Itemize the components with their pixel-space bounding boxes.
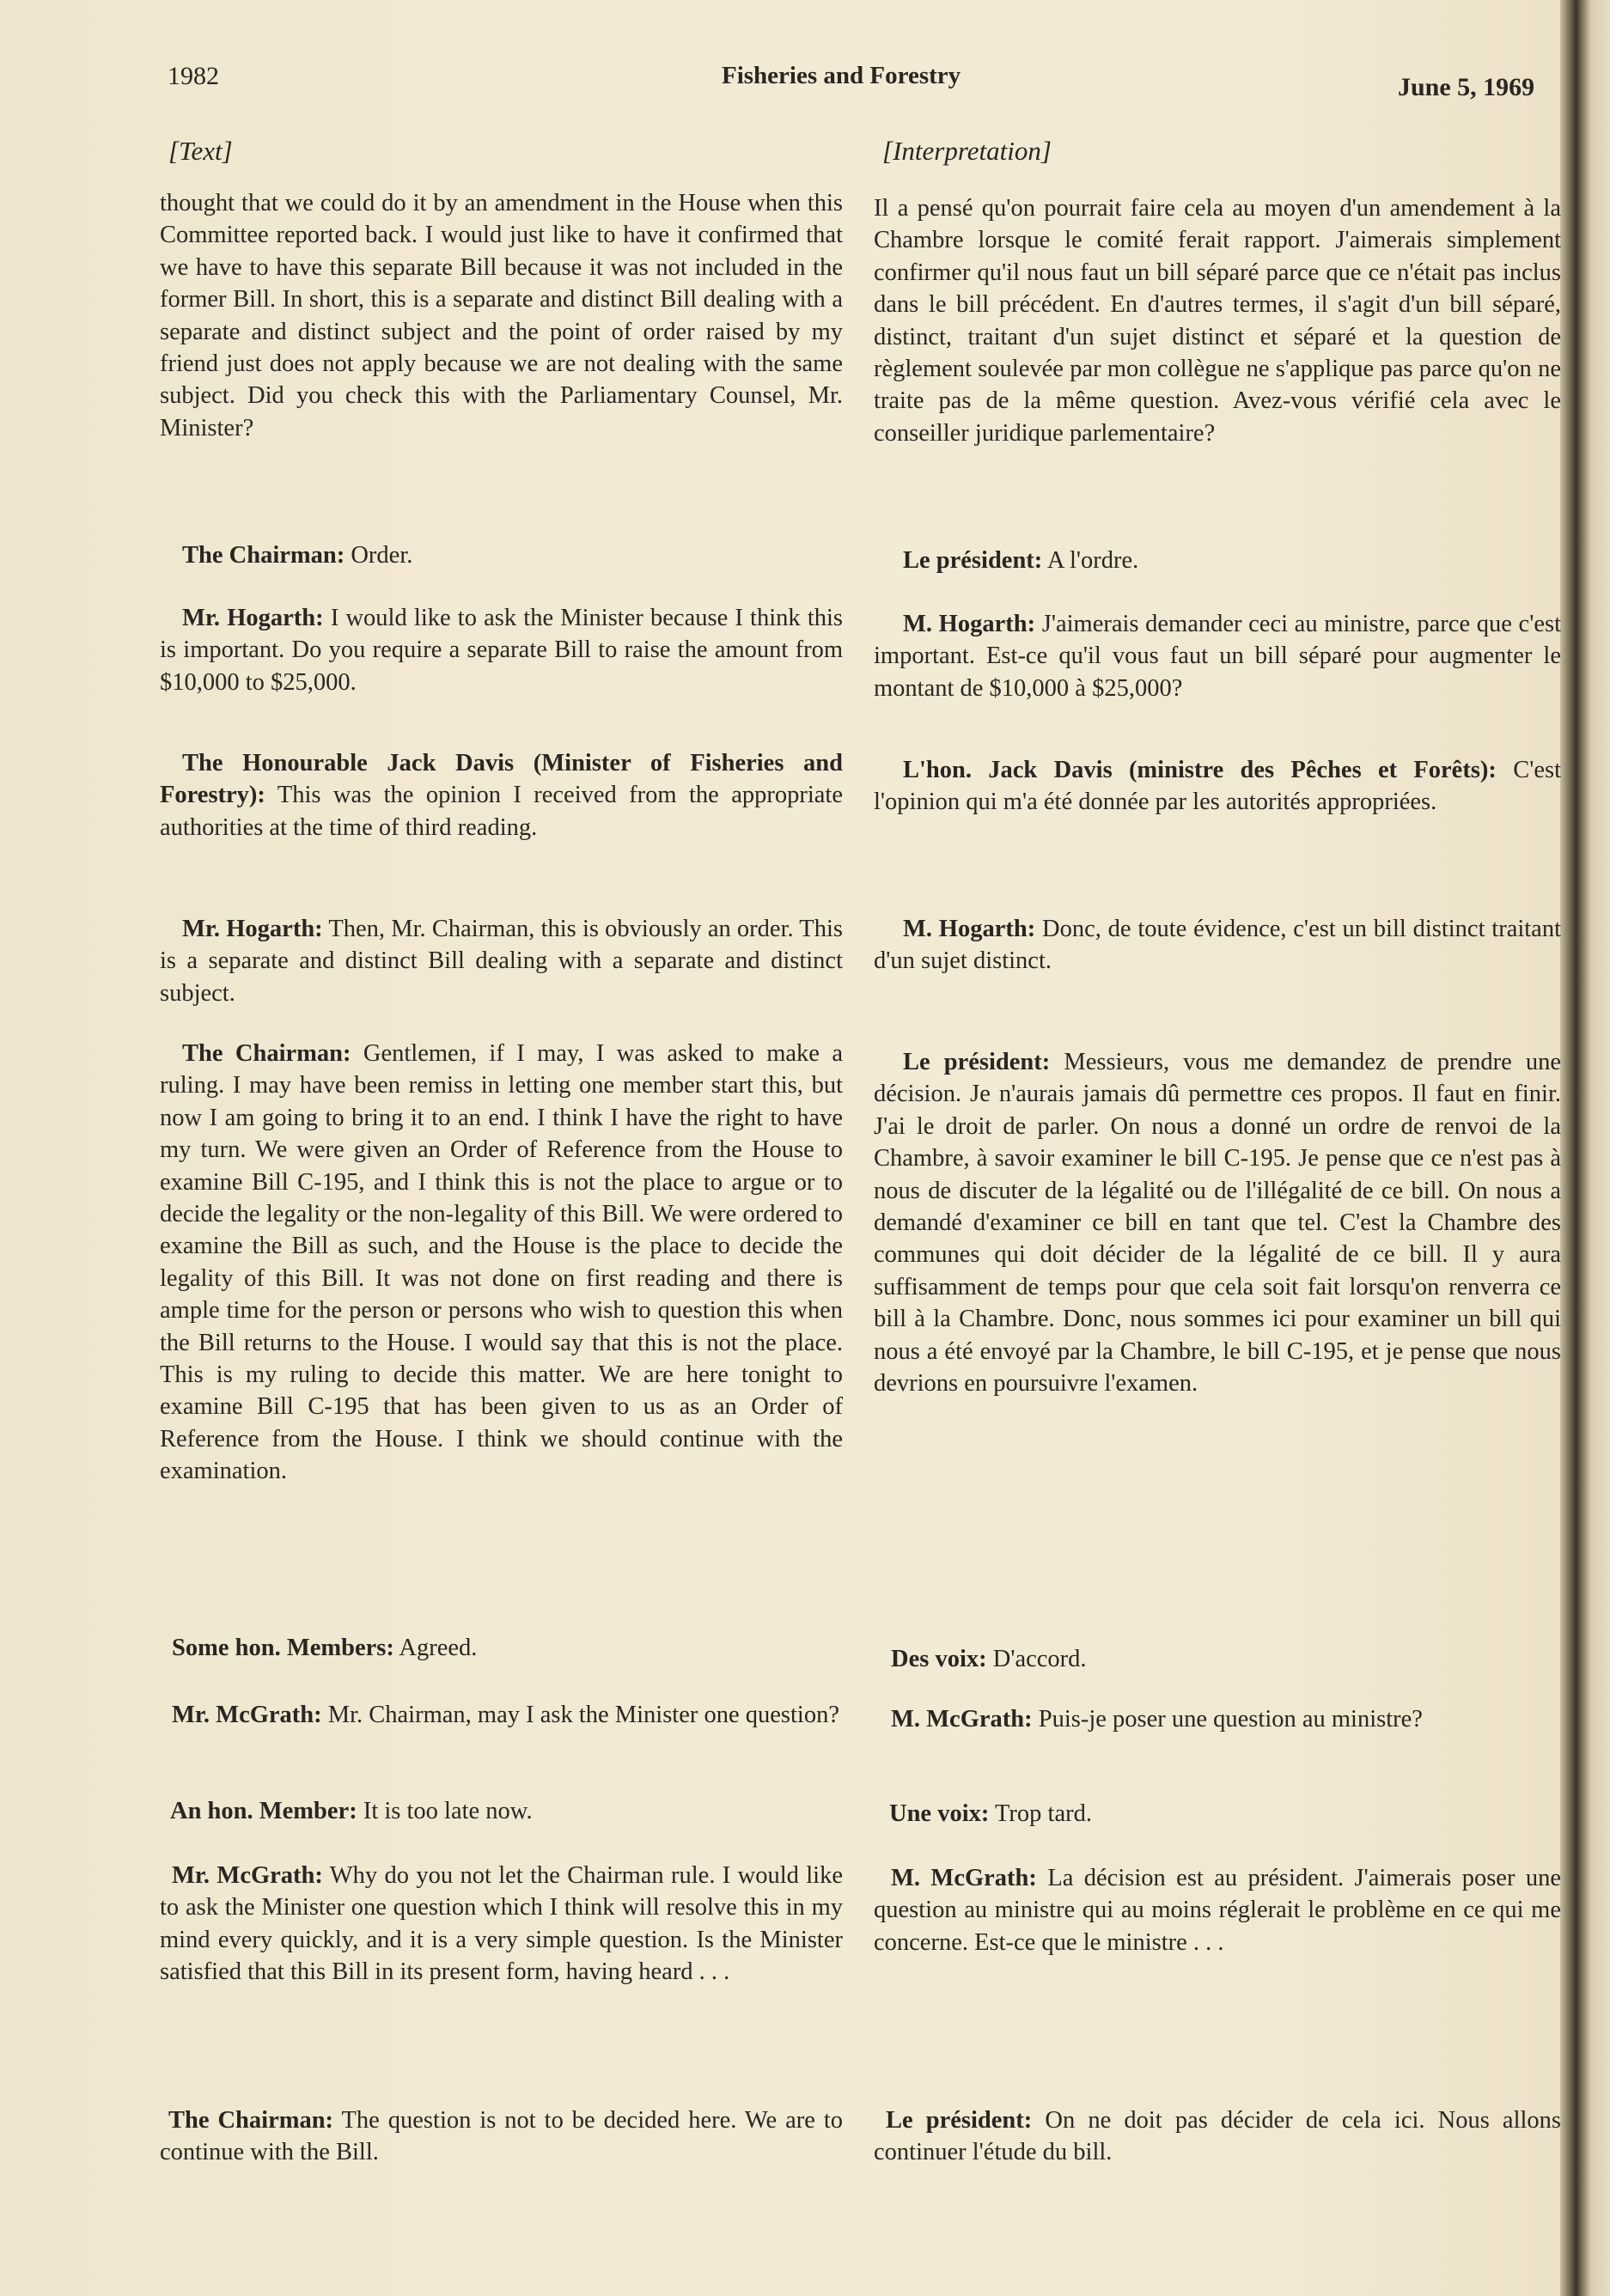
- french-column: [874, 136, 1562, 2166]
- paragraph: Des voix: D'accord.: [891, 1646, 1087, 1672]
- column-label-text: [Text]: [168, 136, 233, 166]
- paragraph: thought that we could do it by an amendment in the House when this Committee reported back. I would just like to have it confirmed that we have to have this separate Bill because it was not included in the former Bill. In short, this is a separate and distinct Bill dealing with a separate and distinct subject and the point of order raised by my friend just does not apply because we are not dealing with the same subject. Did you check this with the Parliamentary Counsel, Mr. Minister?: [160, 190, 843, 442]
- paragraph: Le président: Messieurs, vous me demandez de prendre une décision. Je n'aurais jamais dû permettre ces propos. Il faut en finir. J'ai le droit de parler. On nous a donné un ordre de renvoi de la Chambre, à savoir examiner le bill C-195. Je pense que ce n'est pas à nous de discuter de la légalité ou de l'illégalité de ce bill. On nous a demandé d'examiner ce bill en tant que tel. C'est la Chambre des communes qui doit décider de la légalité de ce bill. Il y aura suffisamment de temps pour que cela soit fait lorsqu'on renverra ce bill à la Chambre. Donc, nous sommes ici pour examiner un bill qui nous a été envoyé par la Chambre, le bill C-195, et je pense que nous devrions en poursuivre l'examen.: [874, 1049, 1561, 1398]
- paragraph: M. McGrath: La décision est au président. J'aimerais poser une question au ministre qui au moins réglerait le problème en ce qui me concerne. Est-ce que le ministre . . .: [874, 1865, 1561, 1956]
- paragraph: Le président: A l'ordre.: [903, 547, 1139, 574]
- paragraph: Mr. Hogarth: I would like to ask the Minister because I think this is important. Do you require a separate Bill to raise the amount from $10,000 to $25,000.: [160, 605, 843, 696]
- paragraph: The Chairman: The question is not to be decided here. We are to continue with the Bill.: [160, 2107, 843, 2166]
- paragraph: Une voix: Trop tard.: [889, 1800, 1092, 1827]
- paragraph: M. McGrath: Puis-je poser une question au ministre?: [891, 1706, 1423, 1733]
- paragraph: Mr. McGrath: Why do you not let the Chairman rule. I would like to ask the Minister one question which I think will resolve this in my mind every quickly, and it is a very simple question. Is the Minister satisfied that this Bill in its present form, having heard . . .: [160, 1862, 843, 1986]
- english-column: [160, 136, 843, 2166]
- paragraph: The Chairman: Order.: [182, 542, 413, 569]
- paragraph: Mr. Hogarth: Then, Mr. Chairman, this is obviously an order. This is a separate and distinct Bill dealing with a separate and distinct subject.: [160, 916, 843, 1007]
- page-date: June 5, 1969: [1398, 73, 1535, 101]
- running-title: Fisheries and Forestry: [722, 62, 961, 89]
- paragraph: M. Hogarth: J'aimerais demander ceci au ministre, parce que c'est important. Est-ce qu'il vous faut un bill séparé pour augmenter le montant de $10,000 à $25,000?: [874, 611, 1561, 702]
- paragraph: Le président: On ne doit pas décider de cela ici. Nous allons continuer l'étude du bill.: [874, 2107, 1562, 2166]
- book-spine-shadow: [1560, 0, 1610, 2296]
- paragraph: The Honourable Jack Davis (Minister of Fisheries and Forestry): This was the opinion I received from the appropriate authorities at the time of third reading.: [160, 750, 843, 841]
- paragraph: An hon. Member: It is too late now.: [170, 1798, 533, 1824]
- column-label-interpretation: [Interpretation]: [882, 136, 1052, 166]
- paragraph: L'hon. Jack Davis (ministre des Pêches et Forêts): C'est l'opinion qui m'a été donnée par les autorités appropriées.: [874, 757, 1561, 816]
- page-number: 1982: [168, 62, 219, 90]
- paragraph: The Chairman: Gentlemen, if I may, I was asked to make a ruling. I may have been remiss in letting one member start this, but now I am going to bring it to an end. I think I have the right to have my turn. We were given an Order of Reference from the House to examine Bill C-195, and I think this is not the place to argue or to decide the legality or the non-legality of this Bill. We were ordered to examine the Bill as such, and the House is the place to decide the legality of this Bill. It was not done on first reading and there is ample time for the person or persons who wish to question this when the Bill returns to the House. I would say that this is not the place. This is my ruling to decide this matter. We are here tonight to examine Bill C-195 that has been given to us as an Order of Reference from the House. I think we should continue with the examination.: [160, 1040, 843, 1485]
- paragraph: Some hon. Members: Agreed.: [172, 1635, 478, 1661]
- paragraph: Mr. McGrath: Mr. Chairman, may I ask the Minister one question?: [172, 1702, 839, 1728]
- paragraph: Il a pensé qu'on pourrait faire cela au moyen d'un amendement à la Chambre lorsque le comité ferait rapport. J'aimerais simplement confirmer qu'il nous faut un bill séparé parce que ce n'était pas inclus dans le bill précédent. En d'autres termes, il s'agit d'un bill séparé, distinct, traitant d'un sujet distinct et séparé et la question de règlement soulevée par mon collègue ne s'applique pas parce qu'on ne traite pas de la même question. Avez-vous vérifié cela avec le conseiller juridique parlementaire?: [874, 195, 1561, 447]
- paragraph: M. Hogarth: Donc, de toute évidence, c'est un bill distinct traitant d'un sujet distinct.: [874, 916, 1561, 975]
